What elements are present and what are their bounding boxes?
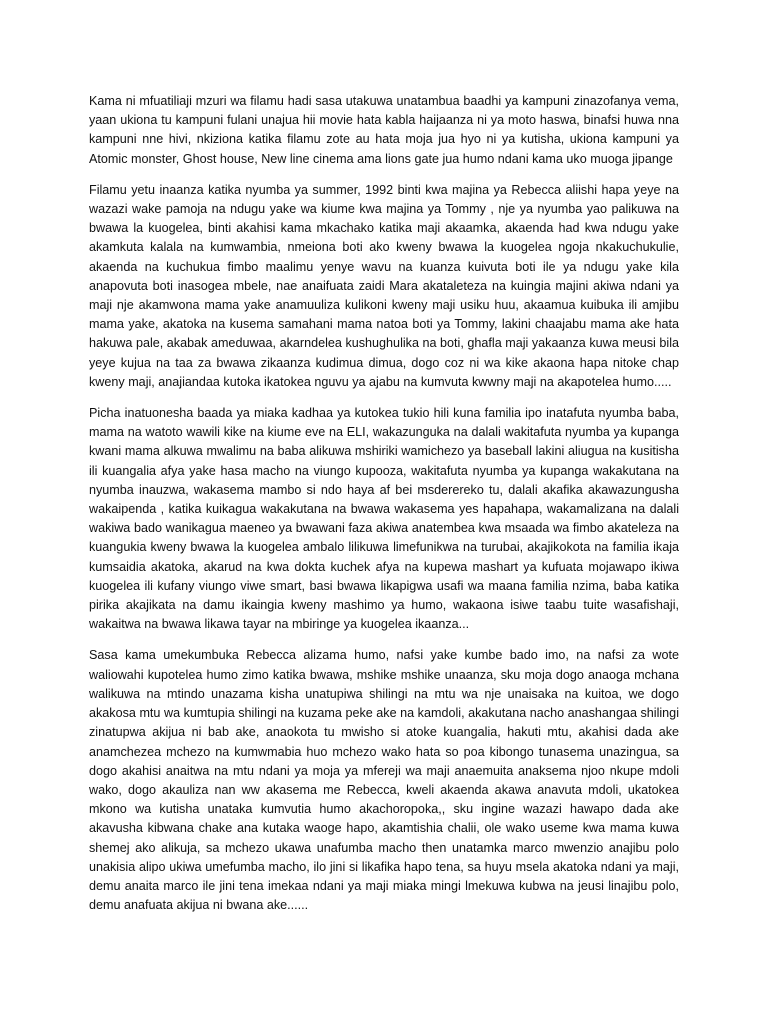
document-body bbox=[89, 92, 679, 927]
paragraph-2: Filamu yetu inaanza katika nyumba ya summer, 1992 binti kwa majina ya Rebecca aliishi hapa yeye na wazazi wake pamoja na ndugu yake wa kiume kwa majina ya Tommy , nje ya nyumba yao palikuwa na bwawa la kuogelea, binti akahisi kama mkachako katika maji akaamka, akaenda had kwa ndugu yake akamkuta kalala na kumwambia, nmeiona boti ako kweny bwawa la kuogelea ngoja nkakuchukulie, akaenda na kuchukua fimbo maalimu yenye wavu na kuanza kuivuta boti ile ya ndugu yake kila anapovuta boti inasogea mbele, nae anaifuata zaidi Mara akataleteza na kuingia majini akiwa ndani ya maji nje akamwona mama yake anamuuliza kulikoni kweny maji usiku huu, akaamua kuibuka ili amjibu mama yake, akatoka na kusema samahani mama natoa boti ya Tommy, lakini chaajabu mama ake hata hakuwa pale, akabak ameduwaa, akarndelea kushughulika na boti, ghafla maji yakaanza kuwa meusi bila yeye kujua na taa za bwawa zikaanza kudimua dimua, dogo coz ni wa kike akaona hapa nitoke chap kweny maji, anajiandaa kutoka ikatokea nguvu ya ajabu na kumvuta kwwny maji na akapotelea humo..... bbox=[89, 182, 679, 389]
paragraph-1: Kama ni mfuatiliaji mzuri wa filamu hadi sasa utakuwa unatambua baadhi ya kampuni zinazofanya vema, yaan ukiona tu kampuni fulani unajua hii movie hata kabla haijaanza ni ya moto haswa, binafsi huwa nna kampuni nne hivi, nkiziona katika filamu zote au hata moja jua hyo ni ya kutisha, ukiona kampuni ya Atomic monster, Ghost house, New line cinema ama lions gate jua humo ndani kama uko muoga jipange bbox=[89, 94, 679, 166]
paragraph-3: Picha inatuonesha baada ya miaka kadhaa ya kutokea tukio hili kuna familia ipo inatafuta nyumba baba, mama na watoto wawili kike na kiume eve na ELI, wakazunguka na dalali wakitafuta nyumba ya kupanga kwani mama alkuwa mwalimu na baba alikuwa mshiriki wamichezo ya baseball lakini aliugua na kusitisha ili kuangalia afya yake hasa macho na viungo kupooza, wakitafuta nyumba ya kupanga wakakutana na nyumba inauzwa, wakasema mambo si ndo haya af bei msderereko tu, dalali akafika akawazungusha wakaipenda , katika kuikagua wakakutana na bwawa wakasema yes hapahapa, wakamalizana na dalali wakiwa bado wanikagua maeneo ya bwawani faza akiwa anatembea kwa msaada wa fimbo akateleza na kuangukia kweny bwawa la kuogelea ambalo lilikuwa limefunikwa na turubai, akajikokota na familia ikaja kumsaidia akatoka, akarud na kwa dokta kuchek afya na kupewa mashart ya kufuata mojawapo ikiwa kuogelea ili kufany viungo viwe smart, basi bwawa likapigwa usafi wa maana familia nzima, baba katika pirika akajikata na damu ikaingia kweny mashimo ya humo, wakaona isiwe taabu tuite wasafishaji, wakaitwa na bwawa likawa tayar na mbiringe ya kuogelea ikaanza... bbox=[89, 406, 679, 632]
paragraph-4: Sasa kama umekumbuka Rebecca alizama humo, nafsi yake kumbe bado imo, na nafsi za wote waliowahi kupotelea humo zimo katika bwawa, mshike mshike unaanza, sku moja dogo anaoga mchana walikuwa na mtindo unazama kisha unatupiwa shilingi na mtu wa nje unaisaka na kuitoa, we dogo akakosa mtu wa kumtupia shilingi na kuzama peke ake na kamdoli, akakutana nacho anashangaa shilingi zinatupwa akijua ni bab ake, anaokota tu mwisho si atoke kuangalia, hakuti mtu, akahisi dada ake anamchezea mchezo na kumwmabia huo mchezo wako hata so poa kibongo tunasema unazingua, sa dogo akahisi anaitwa na mtu ndani ya moja ya mfereji wa maji anaemuita anaksema njoo nkupe mdoli wako, dogo akauliza nan ww akasema me Rebecca, kweli akaenda akawa anavuta mdoli, ukatokea mkono wa kutisha unataka kumvutia humo akachoropoka,, sku ingine wazazi hawapo dada ake akavusha kibwana chake ana kutaka waoge hapo, akamtishia chalii, ole wako useme kwa mama kuwa shemej ako alikuja, sa mchezo ukawa unafumba macho then unatamka marco mwenzio anajibu polo unakisia alipo ukiwa umefumba macho, ilo jini si likafika hapo tena, sa huyu msela akatoka ndani ya maji, demu anaita marco ile jini tena imekaa ndani ya maji miaka mingi lmekuwa kubwa na jeusi linajibu polo, demu anafuata akijua ni bwana ake...... bbox=[89, 648, 679, 913]
